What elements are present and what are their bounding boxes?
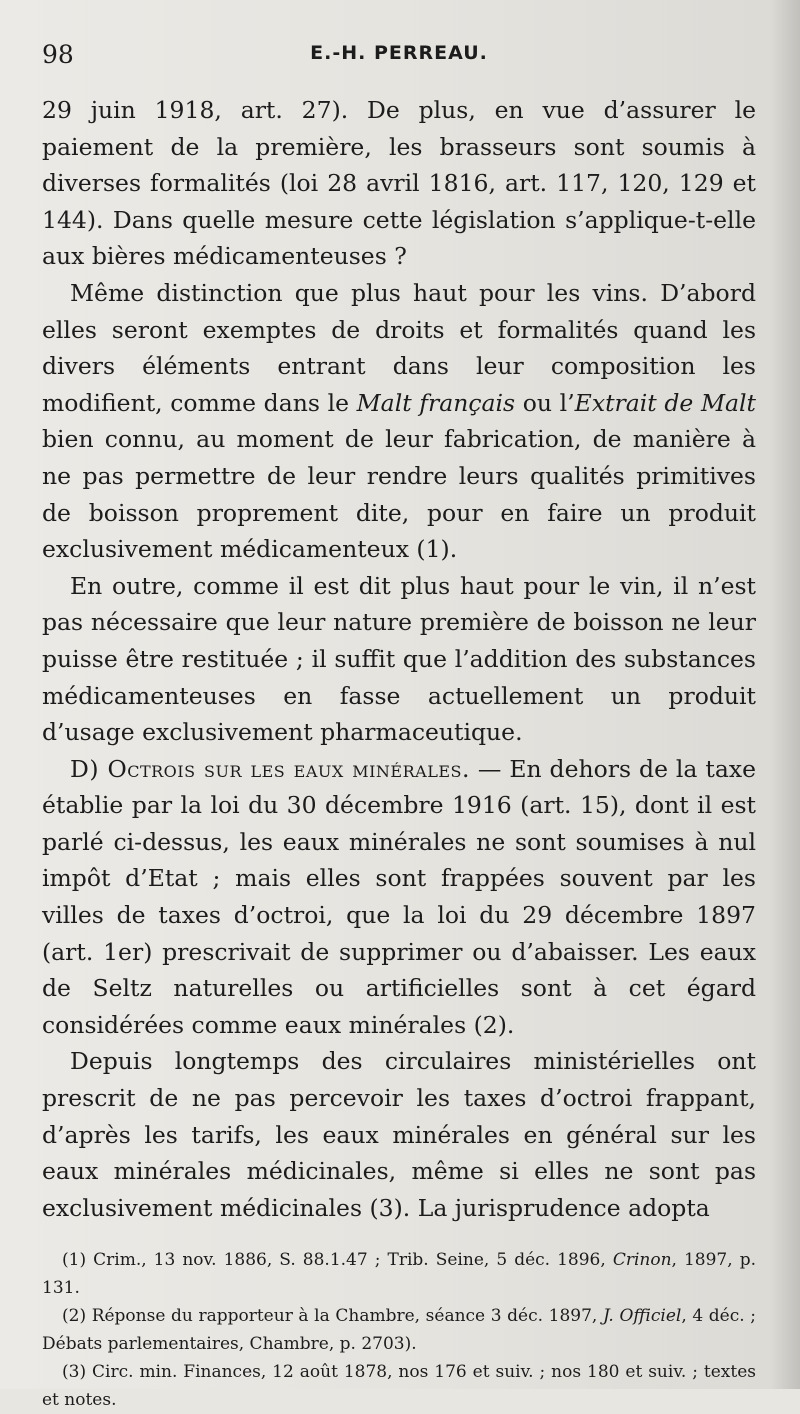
footnote-text: , 4 déc. ; Débats parlementaires, Chambre, p. 2703). xyxy=(42,1306,756,1355)
product-name: Malt français xyxy=(356,388,516,417)
paragraph-text: Même distinction que plus haut pour les vins. D’abord elles seront exemptes de droits et formalités quand les divers éléments entrant dans leur composition les modifient, comme dans le xyxy=(42,278,756,417)
footnote-text: (1) Crim., 13 nov. 1886, S. 88.1.47 ; Trib. Seine, 5 déc. 1896, xyxy=(62,1250,613,1271)
footnote-text: (2) Réponse du rapporteur à la Chambre, séance 3 déc. 1897, xyxy=(62,1306,603,1327)
footnote-text: , 1897, p. 131. xyxy=(42,1250,756,1299)
paragraph-text: En outre, comme il est dit plus haut pour le vin, il n’est pas nécessaire que leur nature première de boisson ne leur puisse être restituée ; il suffit que l’addition des substances médicamenteuses en fasse actuellement un produit d’usage exclusivement pharmaceutique. xyxy=(42,571,756,747)
footnote xyxy=(42,1358,756,1414)
footnote xyxy=(42,1302,756,1358)
page-number: 98 xyxy=(42,40,74,69)
paragraph-text: bien connu, au moment de leur fabrication, de manière à ne pas permettre de leur rendre leurs qualités primitives de boisson proprement dite, pour en faire un produit exclusivement médicamenteux (1). xyxy=(42,425,756,564)
running-head xyxy=(42,30,756,74)
paragraph xyxy=(42,275,756,568)
paragraph xyxy=(42,751,756,1044)
footnote-source: J. Officiel xyxy=(602,1306,682,1327)
paragraph xyxy=(42,1043,756,1226)
body-text xyxy=(42,92,756,1226)
section-heading: D) Octrois sur les eaux minérales. xyxy=(70,754,470,783)
footnote-text: (3) Circ. min. Finances, 12 août 1878, nos 176 et suiv. ; nos 180 et suiv. ; textes et notes. xyxy=(42,1362,756,1411)
paragraph xyxy=(42,568,756,751)
footnote xyxy=(42,1246,756,1302)
paragraph-text: — En dehors de la taxe établie par la loi du 30 décembre 1916 (art. 15), dont il est parlé ci-dessus, les eaux minérales ne sont soumises à nul impôt d’Etat ; mais elles sont frappées souvent par les villes de taxes d’octroi, que la loi du 29 décembre 1897 (art. 1er) prescrivait de supprimer ou d’abaisser. Les eaux de Seltz naturelles ou artificielles sont à cet égard considérées comme eaux minérales (2). xyxy=(42,754,756,1039)
paragraph-text: 29 juin 1918, art. 27). De plus, en vue d’assurer le paiement de la première, les brasseurs sont soumis à diverses formalités (loi 28 avril 1816, art. 117, 120, 129 et 144). Dans quelle mesure cette législation s’applique-t-elle aux bières médicamenteuses ? xyxy=(42,96,756,271)
paragraph-text: ou l’ xyxy=(515,388,575,417)
footnote-source: Crinon xyxy=(612,1250,672,1271)
running-title: E.-H. PERREAU. xyxy=(310,42,488,64)
footnotes xyxy=(42,1246,756,1414)
paragraph-text: Depuis longtemps des circulaires ministérielles ont prescrit de ne pas percevoir les taxes d’octroi frappant, d’après les tarifs, les eaux minérales en général sur les eaux minérales médicinales, même si elles ne sont pas exclusivement médicinales (3). La jurisprudence adopta xyxy=(42,1047,756,1222)
product-name: Extrait de Malt xyxy=(574,388,756,417)
paragraph xyxy=(42,92,756,275)
